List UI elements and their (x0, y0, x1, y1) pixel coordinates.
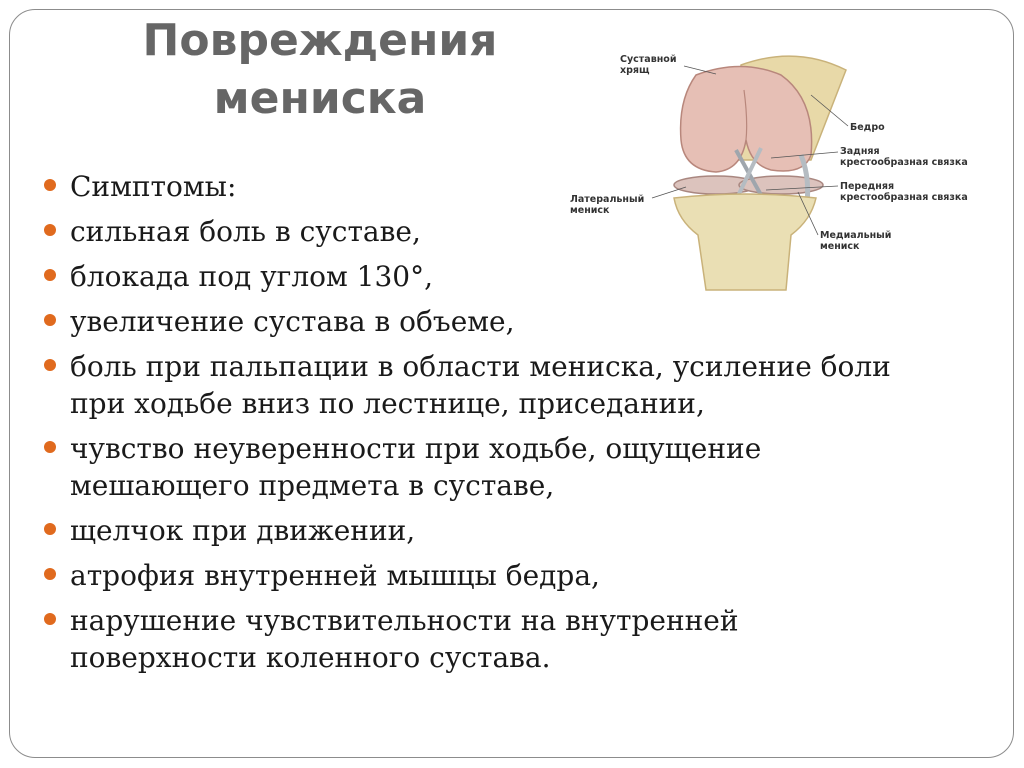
bullet-dot-icon (44, 441, 56, 453)
title-line-1: Повреждения (142, 15, 498, 66)
bullet-line: мешающего предмета в суставе, (70, 469, 555, 502)
bullet-line: блокада под углом 130°, (70, 260, 434, 293)
list-item (44, 602, 944, 676)
label-joint-cartilage: Суставной хрящ (620, 54, 677, 76)
list-item (44, 557, 944, 594)
list-item (44, 303, 944, 340)
list-item (44, 348, 944, 422)
bullet-line: сильная боль в суставе, (70, 215, 421, 248)
slide-title (100, 12, 540, 128)
list-item (44, 168, 944, 205)
bullet-dot-icon (44, 568, 56, 580)
bullet-dot-icon (44, 359, 56, 371)
bullet-dot-icon (44, 179, 56, 191)
bullet-line: поверхности коленного сустава. (70, 641, 551, 674)
bullet-dot-icon (44, 314, 56, 326)
list-item (44, 213, 944, 250)
bullet-dot-icon (44, 613, 56, 625)
title-line-2: мениска (213, 73, 427, 124)
bullet-line: при ходьбе вниз по лестнице, приседании, (70, 387, 705, 420)
label-femur: Бедро (850, 122, 885, 133)
label-anterior-cruciate-ligament: Передняя крестообразная связка (840, 181, 968, 203)
label-lateral-meniscus: Латеральный мениск (570, 194, 645, 216)
bullet-line: увеличение сустава в объеме, (70, 305, 515, 338)
bullet-dot-icon (44, 523, 56, 535)
label-posterior-cruciate-ligament: Задняя крестообразная связка (840, 146, 968, 168)
bullet-dot-icon (44, 269, 56, 281)
bullet-dot-icon (44, 224, 56, 236)
symptom-list (44, 168, 944, 684)
list-item (44, 512, 944, 549)
list-item (44, 430, 944, 504)
bullet-line: чувство неуверенности при ходьбе, ощущение (70, 432, 762, 465)
bullet-line: нарушение чувствительности на внутренней (70, 604, 739, 637)
bullet-line: щелчок при движении, (70, 514, 416, 547)
bullet-line: Симптомы: (70, 170, 237, 203)
bullet-line: боль при пальпации в области мениска, усиление боли (70, 350, 891, 383)
label-medial-meniscus: Медиальный мениск (820, 230, 892, 252)
bullet-line: атрофия внутренней мышцы бедра, (70, 559, 600, 592)
list-item (44, 258, 944, 295)
